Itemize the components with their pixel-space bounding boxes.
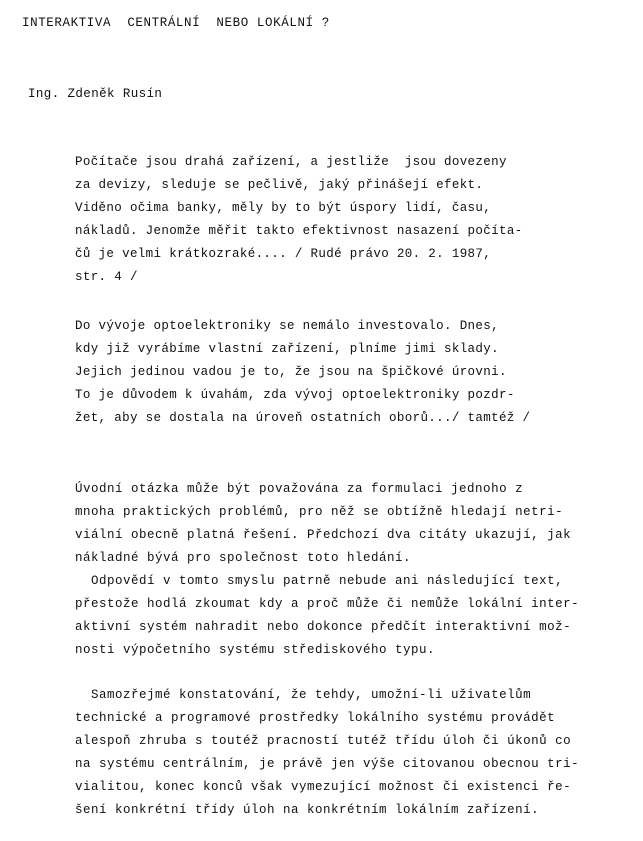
text-line: To je důvodem k úvahám, zda vývoj optoelektroniky pozdr- xyxy=(75,388,515,402)
text-line: Počítače jsou drahá zařízení, a jestliže jsou dovezeny xyxy=(75,155,507,169)
text-line: vialitou, konec konců však vymezující možnost či existenci ře- xyxy=(75,780,572,794)
text-line: za devizy, sleduje se pečlivě, jaký přinášejí efekt. xyxy=(75,178,484,192)
text-line: čů je velmi krátkozraké.... / Rudé právo 20. 2. 1987, xyxy=(75,247,492,261)
text-line: nákladné bývá pro společnost toto hledání. xyxy=(75,551,412,565)
text-line: přestože hodlá zkoumat kdy a proč může či nemůže lokální inter- xyxy=(75,597,580,611)
text-line: nákladů. Jenomže měřit takto efektivnost nasazení počíta- xyxy=(75,224,523,238)
text-line: Viděno očima banky, měly by to být úspory lidí, času, xyxy=(75,201,492,215)
text-line: Odpovědí v tomto smyslu patrně nebude ani následující text, xyxy=(75,574,564,588)
text-line: Úvodní otázka může být považována za formulaci jednoho z xyxy=(75,482,524,496)
text-line: viální obecně platná řešení. Předchozí dva citáty ukazují, jak xyxy=(75,528,572,542)
text-line: Samozřejmé konstatování, že tehdy, umožní-li uživatelům xyxy=(75,688,532,702)
quote-block-1 xyxy=(75,151,523,289)
author-name: Ing. Zdeněk Rusín xyxy=(28,87,163,101)
text-line: aktivní systém nahradit nebo dokonce předčít interaktivní mož- xyxy=(75,620,572,634)
document-title: INTERAKTIVA CENTRÁLNÍ NEBO LOKÁLNÍ ? xyxy=(22,16,330,30)
text-line: Do vývoje optoelektroniky se nemálo investovalo. Dnes, xyxy=(75,319,499,333)
text-line: str. 4 / xyxy=(75,270,138,284)
body-paragraph-1 xyxy=(75,478,579,662)
body-paragraph-2 xyxy=(75,684,579,822)
text-line: nosti výpočetního systému střediskového typu. xyxy=(75,643,436,657)
text-line: žet, aby se dostala na úroveň ostatních oborů.../ tamtéž / xyxy=(75,411,531,425)
text-line: mnoha praktických problémů, pro něž se obtížně hledají netri- xyxy=(75,505,564,519)
quote-block-2 xyxy=(75,315,530,430)
text-line: šení konkrétní třídy úloh na konkrétním lokálním zařízení. xyxy=(75,803,540,817)
text-line: na systému centrálním, je právě jen výše citovanou obecnou tri- xyxy=(75,757,580,771)
text-line: kdy již vyrábíme vlastní zařízení, plníme jimi sklady. xyxy=(75,342,499,356)
text-line: technické a programové prostředky lokálního systému provádět xyxy=(75,711,556,725)
text-line: Jejich jedinou vadou je to, že jsou na špičkové úrovni. xyxy=(75,365,507,379)
text-line: alespoň zhruba s toutéž pracností tutéž třídu úloh či úkonů co xyxy=(75,734,572,748)
